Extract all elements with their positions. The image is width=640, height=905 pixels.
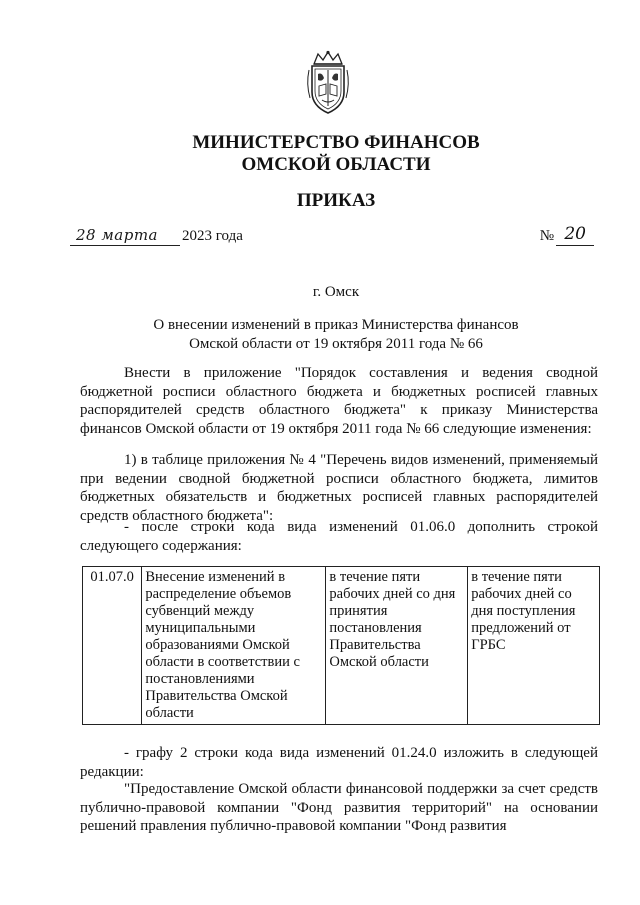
cell-description: Внесение изменений в распределение объемов субвенций между муниципальными образованиями Омской области в соответствии с постановлениями Правительства Омской области bbox=[142, 567, 326, 725]
date-underline bbox=[70, 245, 180, 246]
order-number-label: № bbox=[539, 228, 554, 244]
dateline bbox=[70, 224, 598, 254]
paragraph-text: 1) в таблице приложения № 4 "Перечень видов изменений, применяемый при ведении сводной бюджетной росписи областного бюджета, лимитов бюджетных обязательств и бюджетных росписей главных распорядителей средств областного бюджета": bbox=[80, 452, 598, 524]
subject-line2: Омской области от 19 октября 2011 года № 66 bbox=[189, 336, 483, 352]
paragraph-text: - после строки кода вида изменений 01.06.0 дополнить строкой следующего содержания: bbox=[80, 519, 598, 554]
cell-term-2: в течение пяти рабочих дней со дня поступления предложений от ГРБС bbox=[468, 567, 600, 725]
paragraph-text: Внести в приложение "Порядок составления и ведения сводной бюджетной росписи областного бюджета и бюджетных росписей главных распорядителей средств областного бюджета" к приказу Министерства финансов Омской области от 19 октября 2011 года № 66 следующие изменения: bbox=[80, 365, 598, 437]
city-line: г. Омск bbox=[312, 284, 360, 300]
paragraph-item-1 bbox=[80, 451, 598, 525]
cell-term-1: в течение пяти рабочих дней со дня принятия постановления Правительства Омской области bbox=[326, 567, 468, 725]
year-text: 2023 года bbox=[182, 228, 243, 244]
ministry-title bbox=[0, 132, 640, 176]
paragraph-new-wording bbox=[80, 780, 598, 836]
order-subject bbox=[0, 316, 640, 354]
omsk-coat-of-arms-emblem bbox=[304, 50, 352, 116]
handwritten-order-number: 20 bbox=[564, 224, 586, 244]
paragraph-column-edit bbox=[80, 744, 598, 781]
cell-code: 01.07.0 bbox=[83, 567, 142, 725]
paragraph-text: "Предоставление Омской области финансовой поддержки за счет средств публично-правовой компании "Фонд развития территорий" на основании решений правления публично-правовой компании "Фонд развития bbox=[80, 781, 598, 834]
number-underline bbox=[556, 245, 594, 246]
paragraph-insert-row bbox=[80, 518, 598, 555]
subject-line1: О внесении изменений в приказ Министерства финансов bbox=[153, 317, 519, 333]
paragraph-text: - графу 2 строки кода вида изменений 01.24.0 изложить в следующей редакции: bbox=[80, 745, 598, 780]
handwritten-date: 28 марта bbox=[76, 226, 159, 244]
inserted-row-table bbox=[82, 566, 600, 725]
ministry-title-line2: ОМСКОЙ ОБЛАСТИ bbox=[241, 154, 431, 175]
ministry-title-line1: МИНИСТЕРСТВО ФИНАНСОВ bbox=[192, 132, 480, 153]
table-row bbox=[83, 567, 600, 725]
document-type-title: ПРИКАЗ bbox=[296, 190, 376, 211]
paragraph-intro bbox=[80, 364, 598, 438]
